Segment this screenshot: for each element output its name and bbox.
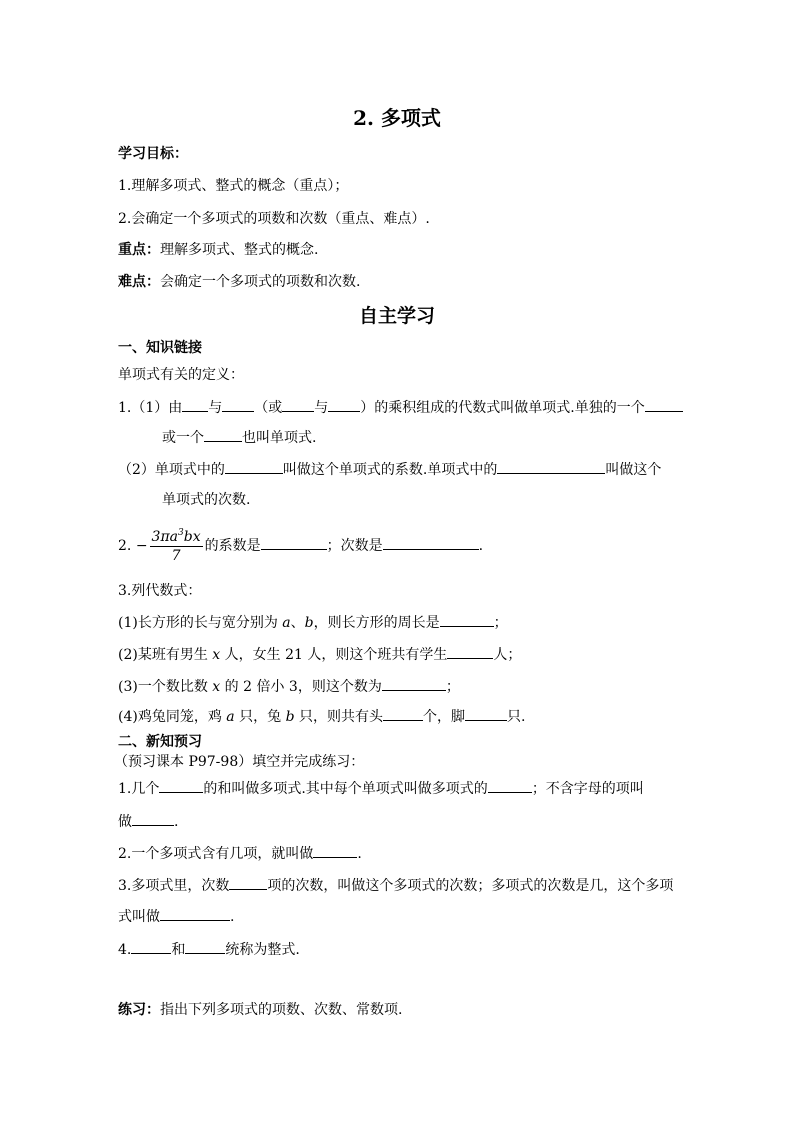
text: ；次数是 [326,538,383,554]
text: ；不含字母的项叫 [531,781,644,797]
text: 2.一个多项式含有几项，就叫做 [118,846,314,862]
page-title: 2. 多项式 [353,106,441,130]
text: (4)鸡兔同笼，鸡 [118,709,222,725]
variable: x [212,647,221,663]
text: (3)一个数比数 [118,679,208,695]
question-1b-cont: 单项式的次数. [162,492,251,508]
text: bx [183,528,201,545]
blank[interactable] [282,398,314,412]
text: 与 [314,400,329,416]
text: 式叫做 [118,909,160,925]
variable: x [212,679,221,695]
blank[interactable] [488,779,532,793]
objective-item: 2.会确定一个多项式的项数和次数（重点、难点）. [118,211,430,227]
key-point-text: 理解多项式、整式的概念. [160,242,319,258]
blank[interactable] [447,645,493,659]
preview-question-3-cont [118,907,234,926]
variable: a [226,709,235,725]
text: (1)长方形的长与宽分别为 [118,615,278,631]
question-3-1 [118,613,508,632]
question-1a-cont [162,428,316,447]
text: 个，脚 [422,709,465,725]
fraction-denominator: 7 [171,547,181,564]
blank[interactable] [465,707,507,721]
text: 叫做这个 [605,462,662,478]
preview-question-4 [118,940,300,959]
key-point-label: 重点： [118,242,160,258]
text: 只. [506,709,526,725]
blank[interactable] [160,907,230,921]
text: 的和叫做多项式.其中每个单项式叫做多项式的 [203,781,488,797]
variable: b [304,615,314,631]
variable: b [285,709,295,725]
blank[interactable] [204,428,242,442]
blank[interactable] [328,398,360,412]
text: 或一个 [162,430,204,446]
text: ）的乘积组成的代数式叫做单项式.单独的一个 [360,400,645,416]
text: . [357,846,362,862]
preview-question-1-cont [118,812,178,831]
exercise [118,1001,402,1019]
question-2 [118,523,483,569]
section-title: 自主学习 [358,305,435,327]
fraction-numerator [150,528,203,547]
text: . [174,814,179,830]
text: 3.多项式里，次数 [118,878,230,894]
variable: a [282,615,291,631]
question-3: 3.列代数式： [118,583,202,599]
blank[interactable] [383,536,479,550]
text: . [478,538,484,554]
blank[interactable] [440,613,494,627]
blank[interactable] [131,940,171,954]
blank[interactable] [383,707,423,721]
difficulty-text: 会确定一个多项式的项数和次数. [160,274,361,290]
text: 人，女生 21 人，则这个班共有学生 [224,647,448,663]
text: 统称为整式. [225,942,300,958]
text: 做 [118,814,132,830]
text: 的系数是 [204,538,261,554]
blank[interactable] [497,460,605,474]
text: 、 [290,615,305,631]
exercise-text: 指出下列多项式的项数、次数、常数项. [160,1002,403,1018]
text: 2. [118,538,132,554]
blank[interactable] [182,398,208,412]
blank[interactable] [645,398,683,412]
objectives-heading: 学习目标： [118,146,188,162]
text: . [230,909,235,925]
exercise-label: 练习： [118,1002,160,1018]
text: 只，则共有头 [298,709,383,725]
blank[interactable] [132,812,174,826]
text: 的 2 倍小 3，则这个数为 [224,679,382,695]
text: ； [445,679,460,695]
text: 人； [493,647,522,663]
text: (2)某班有男生 [118,647,208,663]
text: 只，兔 [239,709,282,725]
fraction [150,528,203,565]
text: ； [493,615,508,631]
question-3-3 [118,677,460,696]
blank[interactable] [222,398,254,412]
text: 1.（1）由 [118,400,183,416]
text: 与 [208,400,223,416]
minus-sign: − [135,538,148,554]
question-3-4 [118,707,525,726]
blank[interactable] [313,844,357,858]
difficulty-label: 难点： [118,274,160,290]
part1-intro: 单项式有关的定义： [118,367,244,383]
question-1b [118,460,661,479]
key-point [118,241,318,259]
part1-heading: 一、知识链接 [118,340,202,356]
preview-question-3 [118,876,673,895]
text: 4. [118,942,132,958]
text: 1.几个 [118,781,160,797]
exponent: 3 [178,527,184,538]
difficulty-point [118,273,360,291]
blank[interactable] [225,460,283,474]
question-1a [118,398,683,417]
text: （或 [254,400,283,416]
text: ，则长方形的周长是 [313,615,440,631]
text: 项的次数，叫做这个多项式的次数；多项式的次数是几，这个多项 [267,878,674,894]
blank[interactable] [229,876,267,890]
text: （2）单项式中的 [118,462,225,478]
preview-question-2 [118,844,362,863]
question-3-2 [118,645,521,664]
objective-item: 1.理解多项式、整式的概念（重点）； [118,178,349,194]
text: 和 [171,942,186,958]
blank[interactable] [185,940,225,954]
preview-question-1 [118,779,644,798]
part2-note: （预习课本 P97-98）填空并完成练习： [114,754,365,770]
text: 3πa [151,528,179,545]
text: 也叫单项式. [242,430,317,446]
blank[interactable] [159,779,203,793]
blank[interactable] [261,536,327,550]
text: 叫做这个单项式的系数.单项式中的 [282,462,498,478]
blank[interactable] [382,677,446,691]
part2-heading: 二、新知预习 [118,734,202,750]
